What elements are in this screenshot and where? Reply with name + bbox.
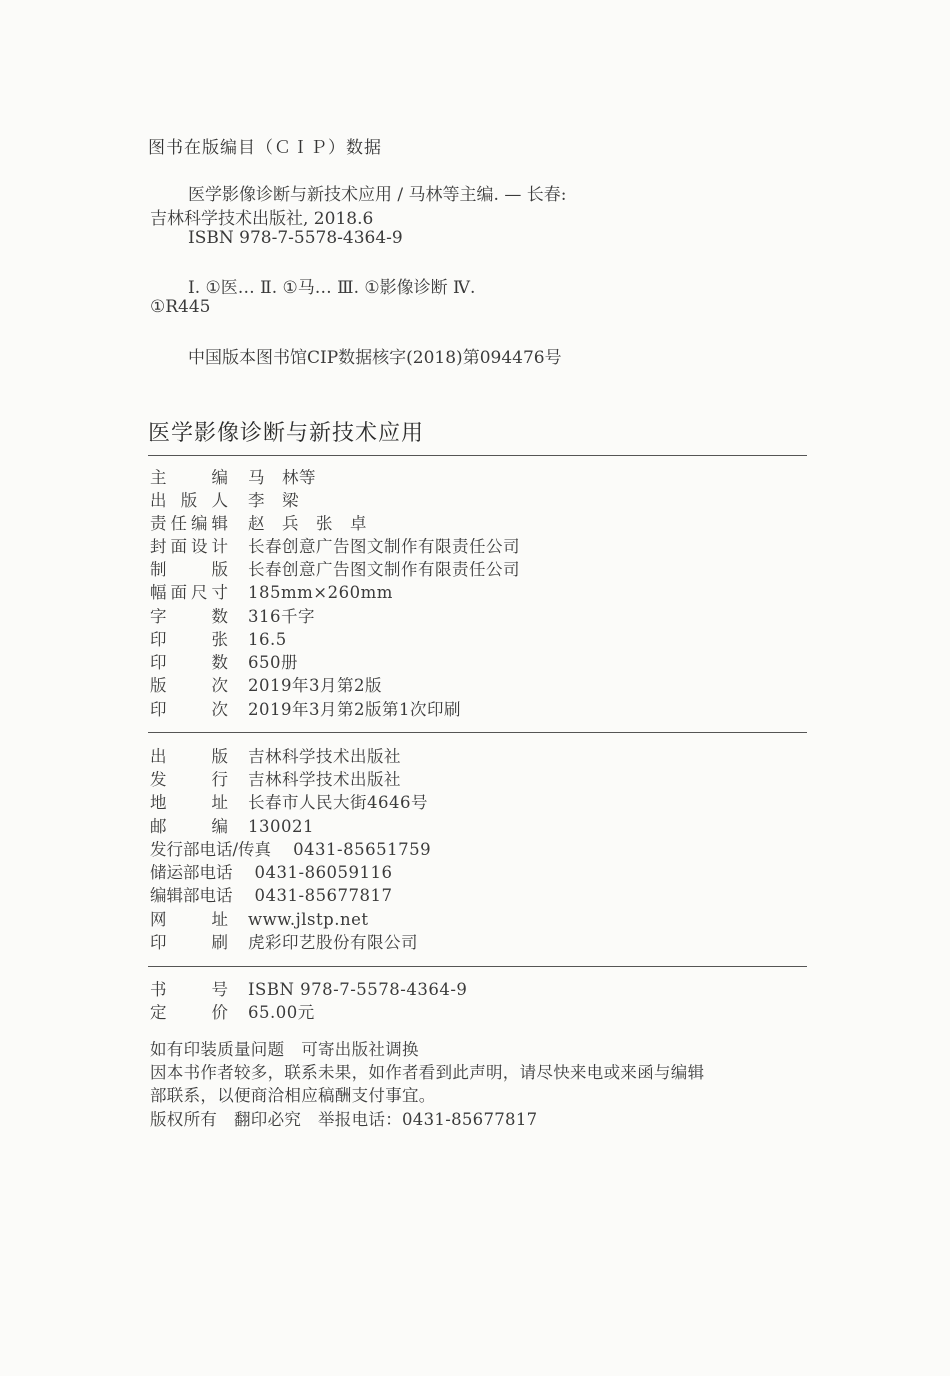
- publisher-label: 地址: [150, 793, 228, 812]
- cip-line-2: 吉林科学技术出版社, 2018.6: [150, 209, 374, 229]
- info-value: 2019年3月第2版: [248, 676, 382, 695]
- cip-line-6: 中国版本图书馆CIP数据核字(2018)第094476号: [188, 348, 562, 368]
- notice-copyright: 版权所有 翻印必究 举报电话：0431-85677817: [150, 1110, 538, 1129]
- info-row: [150, 579, 393, 602]
- cip-line-5: ①R445: [150, 297, 211, 317]
- publisher-label: 出版: [150, 747, 228, 766]
- publisher-label: 编辑部电话: [150, 886, 233, 905]
- info-value: 马 林等: [248, 468, 316, 487]
- price-value: 65.00元: [248, 1003, 315, 1022]
- publisher-label: 发行部电话/传真: [150, 840, 272, 859]
- info-value: 长春创意广告图文制作有限责任公司: [248, 537, 520, 556]
- info-label: 幅面尺寸: [150, 583, 228, 602]
- publisher-value: 吉林科学技术出版社: [248, 770, 401, 789]
- publisher-label: 邮编: [150, 817, 228, 836]
- publisher-label: 发行: [150, 770, 228, 789]
- cip-line-3: ISBN 978-7-5578-4364-9: [188, 228, 403, 248]
- info-label: 印次: [150, 700, 228, 719]
- publisher-row: [150, 766, 401, 789]
- book-number-label: 书号: [150, 980, 228, 999]
- price-label: 定价: [150, 1003, 228, 1022]
- info-row: [150, 533, 520, 556]
- notice-author-2: 部联系，以便商洽相应稿酬支付事宜。: [150, 1086, 436, 1105]
- info-label: 主编: [150, 468, 228, 487]
- publisher-row: [150, 859, 393, 882]
- publisher-value: 0431-85677817: [254, 886, 393, 905]
- info-label: 印数: [150, 653, 228, 672]
- publisher-label: 印刷: [150, 933, 228, 952]
- book-title: 医学影像诊断与新技术应用: [148, 421, 425, 446]
- publisher-row: [150, 929, 418, 952]
- publisher-value: 吉林科学技术出版社: [248, 747, 401, 766]
- notice-exchange: 如有印装质量问题 可寄出版社调换: [150, 1040, 419, 1059]
- info-value: 赵 兵 张 卓: [248, 514, 367, 533]
- publisher-value: 长春市人民大街4646号: [248, 793, 428, 812]
- info-row: [150, 626, 287, 649]
- website-value: www.jlstp.net: [248, 910, 369, 929]
- info-label: 版次: [150, 676, 228, 695]
- publisher-value: 虎彩印艺股份有限公司: [248, 933, 418, 952]
- publisher-row: [150, 743, 401, 766]
- info-value: 650册: [248, 653, 298, 672]
- cip-line-4: Ⅰ. ①医… Ⅱ. ①马… Ⅲ. ①影像诊断 Ⅳ.: [188, 278, 476, 298]
- info-row: [150, 487, 299, 510]
- info-label: 印张: [150, 630, 228, 649]
- book-number-row: [150, 976, 467, 999]
- publisher-row: [150, 836, 431, 859]
- cip-heading: 图书在版编目（ＣＩＰ）数据: [148, 138, 382, 158]
- info-row: [150, 510, 367, 533]
- publisher-row: [150, 813, 314, 836]
- divider-3: [148, 966, 807, 967]
- notice-author-1: 因本书作者较多，联系未果，如作者看到此声明，请尽快来电或来函与编辑: [150, 1063, 705, 1082]
- publisher-row: [150, 906, 368, 929]
- divider-2: [148, 732, 807, 733]
- info-value: 李 梁: [248, 491, 299, 510]
- price-row: [150, 999, 315, 1022]
- info-value: 长春创意广告图文制作有限责任公司: [248, 560, 520, 579]
- info-label: 封面设计: [150, 537, 228, 556]
- info-row: [150, 464, 316, 487]
- publisher-row: [150, 789, 428, 812]
- publisher-label: 储运部电话: [150, 863, 233, 882]
- publisher-value: 0431-85651759: [293, 840, 432, 859]
- cip-line-1: 医学影像诊断与新技术应用 / 马林等主编. — 长春:: [188, 185, 567, 205]
- divider-1: [148, 455, 807, 456]
- info-value: 316千字: [248, 607, 315, 626]
- info-label: 制版: [150, 560, 228, 579]
- publisher-row: [150, 882, 393, 905]
- info-value: 185mm×260mm: [248, 583, 393, 602]
- isbn-value: ISBN 978-7-5578-4364-9: [248, 980, 468, 999]
- publisher-value: 0431-86059116: [254, 863, 393, 882]
- info-row: [150, 556, 520, 579]
- publisher-value: 130021: [248, 817, 314, 836]
- info-row: [150, 672, 382, 695]
- info-row: [150, 696, 461, 719]
- info-label: 字数: [150, 607, 228, 626]
- info-label: 责任编辑: [150, 514, 228, 533]
- publisher-label: 网址: [150, 910, 228, 929]
- info-label: 出版人: [150, 491, 228, 510]
- info-value: 16.5: [248, 630, 287, 649]
- info-row: [150, 603, 315, 626]
- info-row: [150, 649, 298, 672]
- info-value: 2019年3月第2版第1次印刷: [248, 700, 461, 719]
